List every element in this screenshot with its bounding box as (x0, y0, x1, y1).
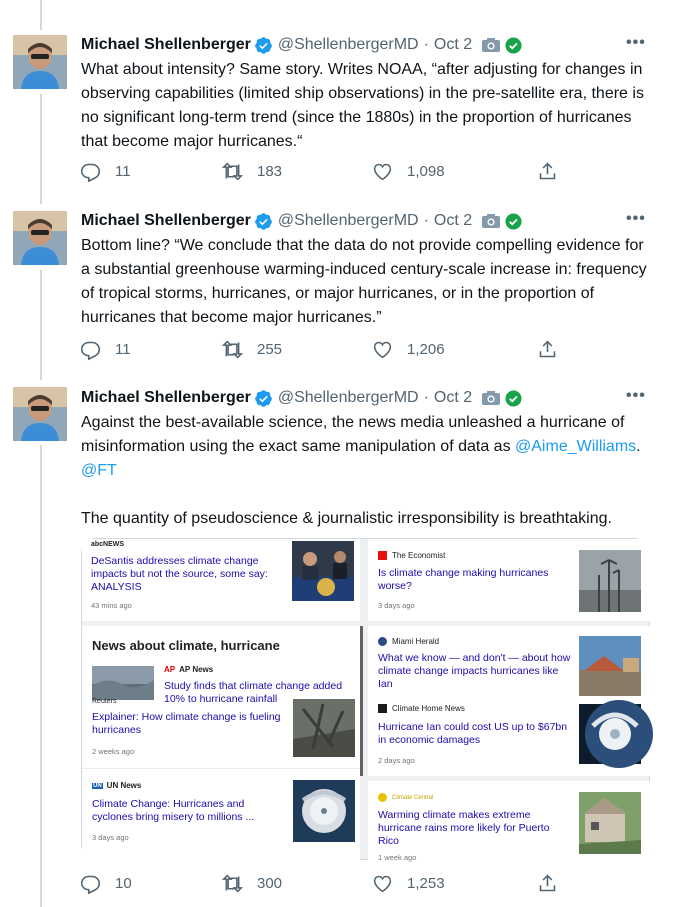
news-section (82, 626, 360, 861)
news-thumbnail (293, 699, 355, 757)
news-card[interactable] (368, 539, 651, 621)
news-source-name: UN News (106, 781, 142, 790)
author-handle[interactable]: @ShellenbergerMD (277, 212, 419, 229)
news-headline[interactable]: Explainer: How climate change is fueling hurricanes (92, 711, 281, 736)
tweet-text: The quantity of pseudoscience & journalistic irresponsibility is breathtaking. (81, 510, 612, 527)
thread-connector (40, 445, 42, 907)
scrollbar[interactable] (360, 626, 363, 776)
like-button[interactable] (372, 873, 445, 894)
author-handle[interactable]: @ShellenbergerMD (277, 36, 419, 53)
author-name[interactable]: Michael Shellenberger (81, 212, 251, 229)
news-headline[interactable]: What we know — and don't — about how climate change impacts hurricanes like Ian (378, 652, 571, 690)
news-thumbnail (292, 541, 354, 601)
news-time: 1 week ago (378, 853, 417, 862)
avatar[interactable] (13, 387, 67, 441)
news-headline[interactable]: Warming climate makes extreme hurricane rains more likely for Puerto Rico (378, 809, 550, 847)
verified-badge-icon (254, 389, 273, 408)
retweet-count: 255 (257, 341, 283, 358)
reply-count: 11 (115, 163, 131, 180)
news-thumbnail (579, 704, 641, 764)
reply-icon (80, 873, 101, 894)
news-source-name: The Economist (392, 551, 446, 560)
news-thumbnail (293, 780, 355, 842)
share-icon (537, 873, 558, 894)
separator-dot: · (423, 389, 429, 406)
separator-dot: · (423, 212, 429, 229)
share-icon (537, 161, 558, 182)
tweet[interactable] (0, 0, 674, 190)
news-section (368, 626, 651, 776)
reply-button[interactable] (80, 339, 131, 360)
news-headline[interactable]: Is climate change making hurricanes worse? (378, 567, 549, 592)
heart-icon (372, 339, 393, 360)
share-button[interactable] (537, 873, 558, 894)
tweet-date[interactable]: Oct 2 (433, 389, 473, 406)
heart-icon (372, 161, 393, 182)
news-source-name: Miami Herald (392, 637, 440, 646)
reply-button[interactable] (80, 873, 132, 894)
reply-count: 10 (115, 875, 132, 892)
share-button[interactable] (537, 161, 558, 182)
tweet-text-part: . (636, 438, 641, 455)
heart-icon (372, 873, 393, 894)
retweet-count: 300 (257, 875, 283, 892)
news-source: UN UN News (93, 781, 142, 790)
tweet-date[interactable]: Oct 2 (433, 212, 473, 229)
news-thumbnail (579, 792, 641, 854)
news-time: 2 days ago (378, 756, 415, 765)
mention-link[interactable]: @Aime_Williams (515, 438, 637, 455)
news-source-name: Climate Home News (392, 704, 465, 713)
thread-connector (40, 270, 42, 380)
news-headline[interactable]: Study finds that climate change added 10% to hurricane rainfall (164, 680, 343, 705)
section-title: News about climate, hurricane (92, 638, 280, 653)
retweet-button[interactable] (222, 161, 282, 182)
tweet-text: Bottom line? “We conclude that the data do not provide compelling evidence for a substantial greenhouse warming-induced century-scale increase in: frequency of tropical storms, hurricanes, or major hurricanes, or in the proportion of hurricanes that become major hurricanes.” (81, 237, 647, 326)
shield-check-icon (505, 37, 522, 54)
news-time: 3 days ago (378, 601, 415, 610)
news-thumbnail (92, 666, 154, 700)
shield-check-icon (505, 390, 522, 407)
verified-badge-icon (254, 36, 273, 55)
like-count: 1,098 (407, 163, 445, 180)
more-options-icon[interactable]: ••• (626, 387, 646, 404)
shield-check-icon (505, 213, 522, 230)
mention-link[interactable]: @FT (81, 462, 117, 479)
news-source (378, 637, 439, 646)
retweet-icon (222, 161, 243, 182)
reply-button[interactable] (80, 161, 131, 182)
news-source: Reuters (92, 698, 117, 705)
reply-count: 11 (115, 341, 131, 358)
retweet-icon (222, 873, 243, 894)
news-source (378, 551, 445, 560)
retweet-button[interactable] (222, 339, 282, 360)
news-headline[interactable]: Hurricane Ian could cost US up to $67bn in economic damages (378, 721, 568, 746)
news-time: 2 weeks ago (92, 747, 135, 756)
reply-icon (80, 161, 101, 182)
more-options-icon[interactable]: ••• (626, 210, 646, 227)
camera-icon (482, 38, 500, 52)
tweet-text-part: Against the best-available science, the news media unleashed a hurricane of misinformation using the exact same manipulation of data as (81, 414, 625, 455)
news-source (378, 704, 465, 713)
news-source-name: AP News (179, 665, 214, 674)
avatar[interactable] (13, 35, 67, 89)
separator-dot: · (423, 36, 429, 53)
tweet-text: What about intensity? Same story. Writes NOAA, “after adjusting for changes in observing capabilities (limited ship observations) in the pre-satellite era, there is no significant long-term trend (since the 1880s) in the proportion of hurricanes that become major hurricanes.“ (81, 61, 644, 150)
news-thumbnail (579, 636, 641, 696)
news-headline[interactable]: Climate Change: Hurricanes and cyclones bring misery to millions ... (92, 798, 255, 823)
news-source (378, 793, 433, 802)
verified-badge-icon (254, 212, 273, 231)
news-headline[interactable]: DeSantis addresses climate change impacts but not the source, some say: ANALYSIS (91, 555, 268, 593)
news-thumbnail (579, 550, 641, 612)
like-button[interactable] (372, 339, 445, 360)
more-options-icon[interactable]: ••• (626, 34, 646, 51)
tweet-image[interactable] (81, 538, 650, 860)
avatar[interactable] (13, 211, 67, 265)
camera-icon (482, 214, 500, 228)
camera-icon (482, 391, 500, 405)
author-name[interactable]: Michael Shellenberger (81, 36, 251, 53)
tweet-text (81, 411, 656, 483)
divider (82, 768, 360, 769)
news-card[interactable] (82, 539, 360, 621)
like-button[interactable] (372, 161, 445, 182)
retweet-icon (222, 339, 243, 360)
news-source: abcNEWS (91, 541, 125, 548)
share-button[interactable] (537, 339, 558, 360)
author-name[interactable]: Michael Shellenberger (81, 389, 251, 406)
news-time: 43 mins ago (91, 601, 132, 610)
share-icon (537, 339, 558, 360)
news-card[interactable] (368, 781, 651, 861)
news-source-name: Climate Central (392, 794, 434, 801)
like-count: 1,253 (407, 875, 445, 892)
tweet-date[interactable]: Oct 2 (433, 36, 473, 53)
reply-icon (80, 339, 101, 360)
author-handle[interactable]: @ShellenbergerMD (277, 389, 419, 406)
like-count: 1,206 (407, 341, 445, 358)
news-source: AP AP News (164, 665, 214, 674)
retweet-button[interactable] (222, 873, 282, 894)
news-time: 3 days ago (92, 833, 129, 842)
retweet-count: 183 (257, 163, 283, 180)
